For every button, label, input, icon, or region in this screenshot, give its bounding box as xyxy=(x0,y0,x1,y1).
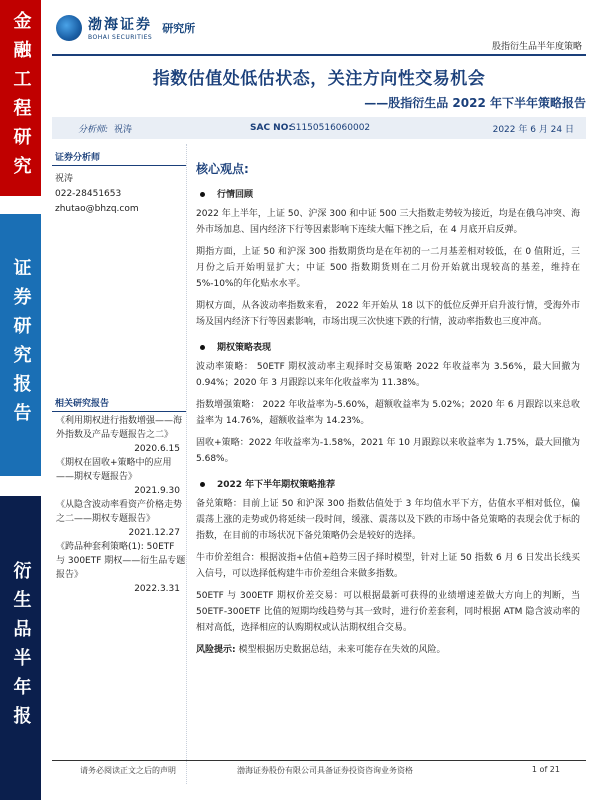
report-date: 2022 年 6 月 24 日 xyxy=(492,124,574,135)
related-report-date: 2022.3.31 xyxy=(134,584,180,594)
related-report-date: 2021.9.30 xyxy=(134,486,180,496)
sac-label: SAC NO: xyxy=(250,123,292,133)
analyst-email[interactable]: zhutao@bhzq.com xyxy=(55,204,139,214)
paragraph: 备兑策略：目前上证 50 和沪深 300 指数估值处于 3 年均值水平下方，估值水平相对低位，偏震荡上涨的走势或仍将延续一段时间，缓涨、震荡以及下跌的市场中备兑策略的表现会优于标的指数，在目前的市场状况下备兑策略仍会是较好的选择。 xyxy=(196,499,580,541)
category-securities-report: 证券研究报告 xyxy=(0,214,41,476)
analyst-info-bar xyxy=(52,117,586,139)
paragraph: 牛市价差组合：根据波指+估值+趋势三因子择时模型，针对上证 50 指数 6 月 6 日发出长线买入信号，可以选择低构建牛市价差组合来做多指数。 xyxy=(196,553,580,579)
core-view-heading: 核心观点: xyxy=(196,162,249,176)
related-report-item[interactable]: 《期权在固收+策略中的应用——期权专题报告》 xyxy=(56,458,172,482)
paragraph: 波动率策略： 50ETF 期权波动率主观择时交易策略 2022 年收益率为 3.56%，最大回撤为 0.94%；2020 年 3 月跟踪以来年化收益率为 11.38%。 xyxy=(196,362,580,388)
category-derivatives-semiannual: 衍生品半年报 xyxy=(0,496,41,800)
related-report-date: 2021.12.27 xyxy=(128,528,180,538)
main-content xyxy=(196,160,580,655)
bohai-logo-icon xyxy=(56,15,82,41)
related-report-item[interactable]: 《从隐含波动率看资产价格走势之二——期权专题报告》 xyxy=(56,500,183,524)
logo-cn-text: 渤海证券 xyxy=(88,17,152,33)
paragraph: 50ETF 与 300ETF 期权价差交易：可以根据最新可获得的业绩增速差做大方向上的判断，当 50ETF-300ETF 比值的短期均线趋势与其一致时，进行价差套利，同时根据 ATM 隐含波动率的相对高低，选择相应的认购期权或认沽期权组合交易。 xyxy=(196,591,580,633)
page-number: 1 of 21 xyxy=(531,765,560,774)
related-report-item[interactable]: 《利用期权进行指数增强——海外指数及产品专题报告之二》 xyxy=(56,416,183,440)
paragraph: 期指方面，上证 50 和沪深 300 指数期货均是在年初的一二月基差相对较低，在 0 值附近，三月份之后开始明显扩大；中证 500 指数期货则在二月份开始就出现较高的基差，维持在 5%-10%的年化贴水水平。 xyxy=(196,247,580,289)
risk-text: 模型根据历史数据总结，未来可能存在失效的风险。 xyxy=(238,645,446,655)
related-report-date: 2020.6.15 xyxy=(134,444,180,454)
institute-label: 研究所 xyxy=(162,21,196,35)
logo-en-text: BOHAI SECURITIES xyxy=(88,34,153,41)
sidebar xyxy=(52,144,187,784)
footer-divider xyxy=(52,760,586,761)
paragraph: 固收+策略：2022 年收益率为-1.58%，2021 年 10 月跟踪以来收益率为 1.75%，最大回撤为 5.68%。 xyxy=(196,438,580,464)
paragraph: 期权方面，从各波动率指数来看， 2022 年开始从 18 以下的低位反弹开启升波行情，受海外市场及国内经济下行等因素影响，市场出现三次快速下跌的行情，波动率指数也三度冲高。 xyxy=(196,301,580,327)
related-reports xyxy=(52,390,186,594)
bullet-icon xyxy=(200,345,205,350)
analyst-name: 祝涛 xyxy=(114,124,133,135)
risk-warning xyxy=(196,642,580,655)
related-report-item[interactable]: 《跨品种套利策略(1): 50ETF 与 300ETF 期权——衍生品专题报告》 xyxy=(56,542,186,580)
report-type: 股指衍生品半年度策略 xyxy=(491,42,582,52)
section-heading-review: 行情回顾 xyxy=(196,187,580,200)
left-category-bar xyxy=(0,0,41,800)
footer-disclaimer: 请务必阅读正文之后的声明 xyxy=(80,766,176,775)
related-reports-heading: 相关研究报告 xyxy=(52,396,186,412)
paragraph: 指数增强策略： 2022 年收益率为-5.60%，超额收益率为 5.02%；2020 年 6 月跟踪以来总收益率为 14.76%，超额收益率为 14.23%。 xyxy=(196,400,580,426)
risk-label: 风险提示: xyxy=(196,645,236,655)
analyst-phone: 022-28451653 xyxy=(55,189,122,199)
report-title: 指数估值处低估状态，关注方向性交易机会 xyxy=(152,69,486,89)
category-financial-engineering: 金融工程研究 xyxy=(0,0,41,196)
analyst-section-heading: 证券分析师 xyxy=(52,150,186,166)
section-heading-strategy-performance: 期权策略表现 xyxy=(196,340,580,353)
section-heading-recommendations: 2022 年下半年期权策略推荐 xyxy=(196,477,580,490)
bullet-icon xyxy=(200,482,205,487)
paragraph: 2022 年上半年，上证 50、沪深 300 和中证 500 三大指数走势较为接近，均是在俄乌冲突、海外市场加息、国内经济下行等因素影响下连续大幅下挫之后，在 4 月底开启反弹。 xyxy=(196,209,580,235)
sidebar-analyst-name: 祝涛 xyxy=(55,174,74,184)
header-divider xyxy=(52,54,586,56)
report-subtitle: ——股指衍生品 2022 年下半年策略报告 xyxy=(364,96,586,110)
bullet-icon xyxy=(200,192,205,197)
sac-number: S1150516060002 xyxy=(290,123,371,133)
brand-logo xyxy=(56,14,195,41)
footer-company: 渤海证券股份有限公司具备证券投资咨询业务资格 xyxy=(237,766,413,775)
analyst-label: 分析师: xyxy=(78,124,109,135)
